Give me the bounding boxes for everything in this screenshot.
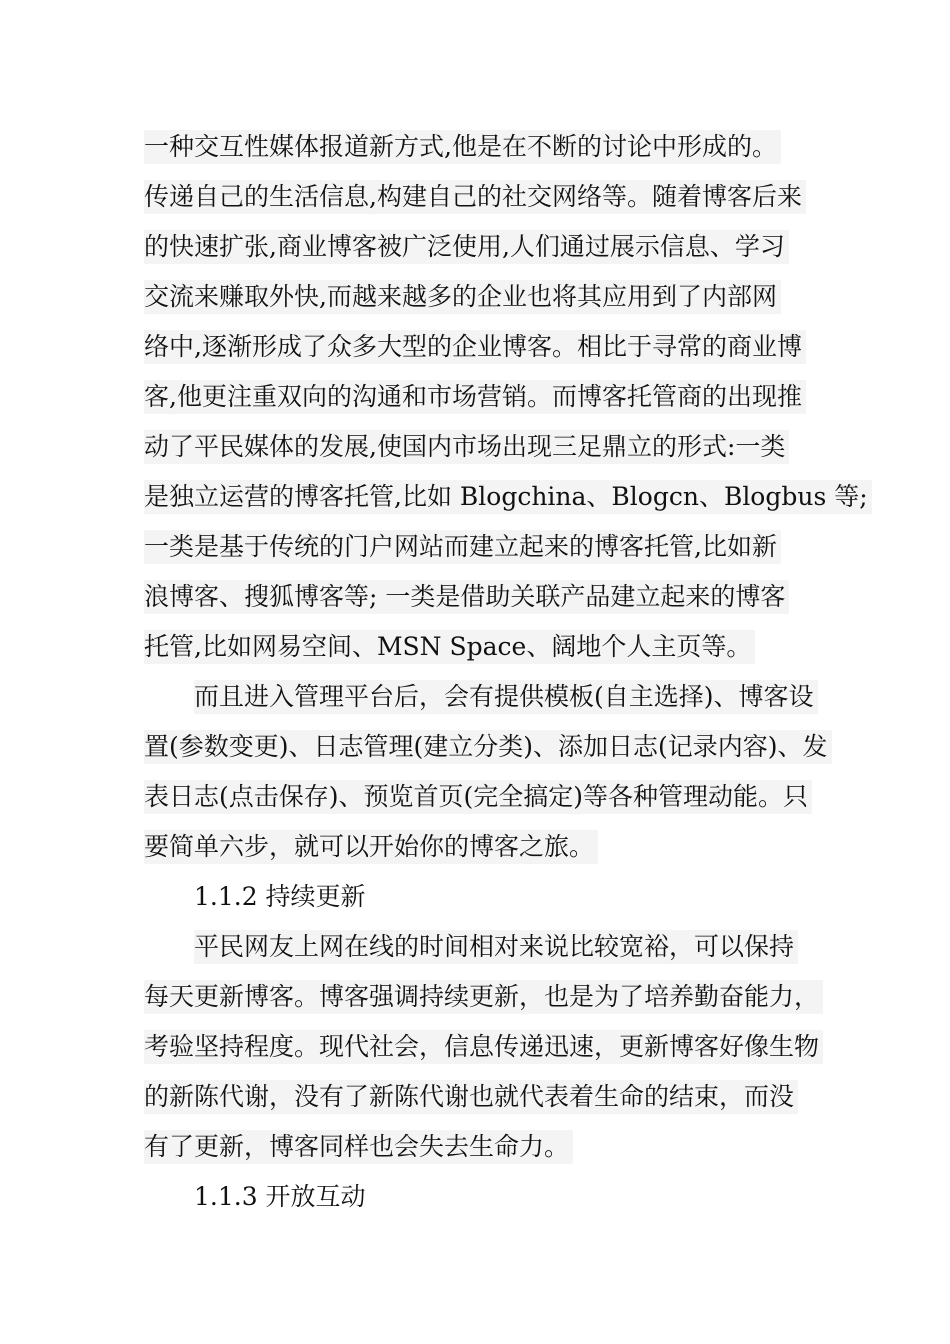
text-line: 的新陈代谢，没有了新陈代谢也就代表着生命的结束，而没	[144, 1080, 798, 1114]
text-line: 每天更新博客。博客强调持续更新，也是为了培养勤奋能力，	[144, 980, 823, 1014]
text-line: 的快速扩张,商业博客被广泛使用,人们通过展示信息、学习	[144, 230, 789, 264]
section-heading: 1.1.2 持续更新	[194, 882, 366, 911]
text-line: 考验坚持程度。现代社会，信息传递迅速，更新博客好像生物	[144, 1030, 823, 1064]
text-line: 是独立运营的博客托管,比如 Blogchina、Blogcn、Blogbus 等;	[144, 480, 872, 514]
paragraph-first-line: 而且进入管理平台后，会有提供模板(自主选择)、博客设	[194, 680, 818, 714]
text-line: 要简单六步，就可以开始你的博客之旅。	[144, 830, 598, 864]
paragraph-first-line: 平民网友上网在线的时间相对来说比较宽裕，可以保持	[194, 930, 798, 964]
text-line: 一类是基于传统的门户网站而建立起来的博客托管,比如新	[144, 530, 781, 564]
text-line: 有了更新，博客同样也会失去生命力。	[144, 1130, 573, 1164]
text-line: 表日志(点击保存)、预览首页(完全搞定)等各种管理动能。只	[144, 780, 812, 814]
section-heading: 1.1.3 开放互动	[194, 1182, 366, 1211]
text-line: 浪博客、搜狐博客等; 一类是借助关联产品建立起来的博客	[144, 580, 789, 614]
text-line: 交流来赚取外快,而越来越多的企业也将其应用到了内部网	[144, 280, 781, 314]
text-line: 络中,逐渐形成了众多大型的企业博客。相比于寻常的商业博	[144, 330, 806, 364]
text-line: 一种交互性媒体报道新方式,他是在不断的讨论中形成的。	[144, 130, 781, 164]
text-line: 托管,比如网易空间、MSN Space、阔地个人主页等。	[144, 630, 755, 664]
text-line: 传递自己的生活信息,构建自己的社交网络等。随着博客后来	[144, 180, 806, 214]
text-line: 客,他更注重双向的沟通和市场营销。而博客托管商的出现推	[144, 380, 806, 414]
text-line: 置(参数变更)、日志管理(建立分类)、添加日志(记录内容)、发	[144, 730, 832, 764]
text-line: 动了平民媒体的发展,使国内市场出现三足鼎立的形式:一类	[144, 430, 789, 464]
